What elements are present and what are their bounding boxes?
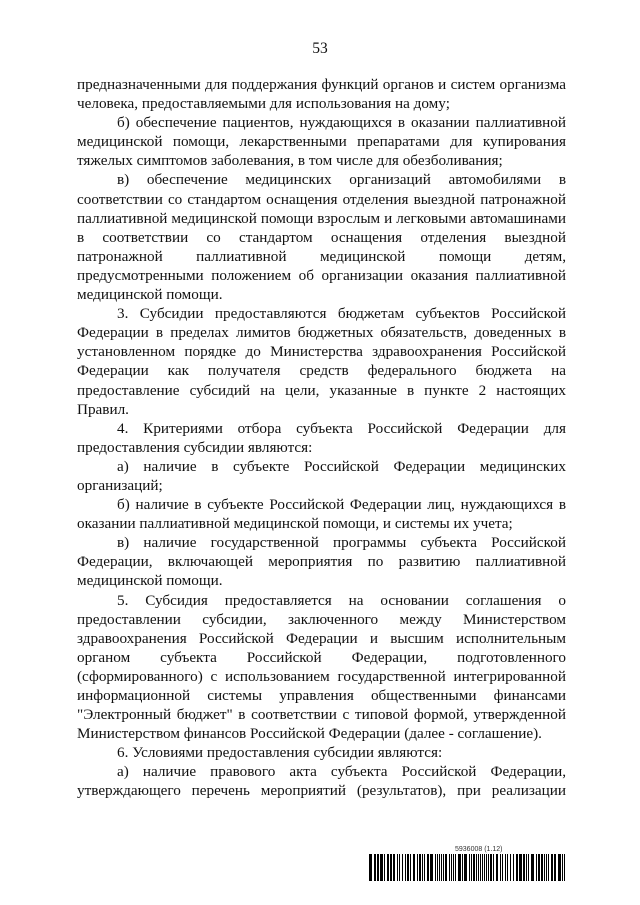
barcode-bar <box>558 854 561 881</box>
barcode-bar <box>490 854 492 881</box>
barcode-bar <box>439 854 440 881</box>
barcode-bar <box>387 854 389 881</box>
barcode-bar <box>531 854 534 881</box>
barcode-bar <box>445 854 447 881</box>
barcode-bar <box>405 854 406 881</box>
barcode-bar <box>562 854 563 881</box>
barcode-icon <box>369 854 565 881</box>
barcode-bar <box>427 854 429 881</box>
barcode-bar <box>435 854 436 881</box>
barcode-bar <box>507 854 508 881</box>
barcode-bar <box>473 854 475 881</box>
barcode-bar <box>519 854 522 881</box>
barcode-code: 5936008 (1.12) <box>455 846 503 853</box>
barcode-bar <box>399 854 400 881</box>
barcode-bar <box>443 854 444 881</box>
barcode-bar <box>510 854 511 881</box>
barcode-bar <box>407 854 409 881</box>
barcode-bar <box>393 854 395 881</box>
barcode-bar <box>430 854 433 881</box>
paragraph: 6. Условиями предоставления субсидии являются: <box>117 744 443 762</box>
paragraph: 4. Критериями отбора субъекта Российской Федерации для предоставления субсидии являются: <box>77 419 566 456</box>
barcode-bar <box>458 854 461 881</box>
paragraph: б) наличие в субъекте Российской Федерации лиц, нуждающихся в оказании паллиативной медицинской помощи, и системы их учета; <box>77 496 566 533</box>
paragraph: а) наличие правового акта субъекта Российской Федерации, утверждающего перечень мероприятий (результатов), при реализации <box>77 763 566 800</box>
barcode-bar <box>536 854 537 881</box>
barcode-bar <box>478 854 479 881</box>
paragraph: 3. Субсидии предоставляются бюджетам субъектов Российской Федерации в пределах лимитов бюджетных обязательств, доведенных в установленном порядке до Министерства здравоохранения Российской Федерации как получателя средств федерального бюджета на предоставление субсидий на цели, указанные в пункте 2 настоящих Правил. <box>77 305 566 418</box>
barcode-bar <box>523 854 525 881</box>
barcode-bar <box>551 854 553 881</box>
document-body <box>77 75 566 801</box>
barcode-bar <box>554 854 556 881</box>
barcode-bar <box>390 854 392 881</box>
barcode-bar <box>484 854 485 881</box>
barcode-bar <box>471 854 472 881</box>
barcode-bar <box>437 854 438 881</box>
barcode-bar <box>417 854 418 881</box>
paragraph: предназначенными для поддержания функций органов и систем организма человека, предоставляемыми для использования на дому; <box>77 76 566 113</box>
barcode-bar <box>402 854 403 881</box>
paragraph: 5. Субсидия предоставляется на основании соглашения о предоставлении субсидии, заключенного между Министерством здравоохранения Российской Федерации и высшим исполнительным органом субъекта Российской Федерации, подготовленного (сформированного) с использованием государственной интегрированной информационной системы управления общественными финансами "Электронный бюджет" в соответствии с типовой формой, утвержденной Министерством финансов Российской Федерации (далее - соглашение). <box>77 591 566 743</box>
barcode-bar <box>488 854 489 881</box>
barcode-bar <box>453 854 454 881</box>
barcode-bar <box>377 854 379 881</box>
barcode-bar <box>441 854 442 881</box>
barcode-bar <box>500 854 501 881</box>
barcode-bar <box>455 854 456 881</box>
barcode-bar <box>480 854 481 881</box>
barcode-bar <box>374 854 376 881</box>
barcode-bar <box>449 854 450 881</box>
barcode-bar <box>502 854 503 881</box>
barcode-bar <box>469 854 470 881</box>
barcode-bar <box>451 854 452 881</box>
barcode-bar <box>424 854 425 881</box>
barcode-bar <box>544 854 545 881</box>
barcode-bar <box>410 854 411 881</box>
barcode-bar <box>476 854 477 881</box>
paragraph: в) обеспечение медицинских организаций автомобилями в соответствии со стандартом оснащения отделения выездной патронажной паллиативной медицинской помощи взрослым и легковыми автомашинами в соответствии со стандартом оснащения отделения выездной патронажной паллиативной медицинской помощи детям, предусмотренными положением об организации оказания паллиативной медицинской помощи. <box>77 171 566 304</box>
barcode-bar <box>538 854 540 881</box>
barcode-bar <box>528 854 529 881</box>
barcode-bar <box>422 854 423 881</box>
barcode-bar <box>564 854 565 881</box>
barcode-bar <box>513 854 514 881</box>
barcode-bar <box>546 854 547 881</box>
barcode-bar <box>397 854 398 881</box>
barcode-bar <box>462 854 463 881</box>
paragraph: а) наличие в субъекте Российской Федерации медицинских организаций; <box>77 457 566 494</box>
barcode-bar <box>380 854 383 881</box>
barcode-bar <box>419 854 421 881</box>
barcode-bar <box>516 854 518 881</box>
paragraph: в) наличие государственной программы субъекта Российской Федерации, включающей мероприятия по развитию паллиативной медицинской помощи. <box>77 534 566 590</box>
barcode-bar <box>384 854 385 881</box>
barcode-bar <box>541 854 543 881</box>
barcode-bar <box>496 854 498 881</box>
barcode-bar <box>413 854 415 881</box>
page-number: 53 <box>312 40 328 57</box>
paragraph: б) обеспечение пациентов, нуждающихся в оказании паллиативной медицинской помощи, лекарственными препаратами для купирования тяжелых симптомов заболевания, в том числе для обезболивания; <box>77 114 566 170</box>
barcode-block <box>369 845 565 881</box>
barcode-bar <box>369 854 372 881</box>
barcode-bar <box>548 854 549 881</box>
barcode-bar <box>464 854 467 881</box>
barcode-bar <box>482 854 483 881</box>
barcode-bar <box>526 854 527 881</box>
barcode-bar <box>486 854 487 881</box>
barcode-bar <box>493 854 494 881</box>
barcode-bar <box>505 854 506 881</box>
